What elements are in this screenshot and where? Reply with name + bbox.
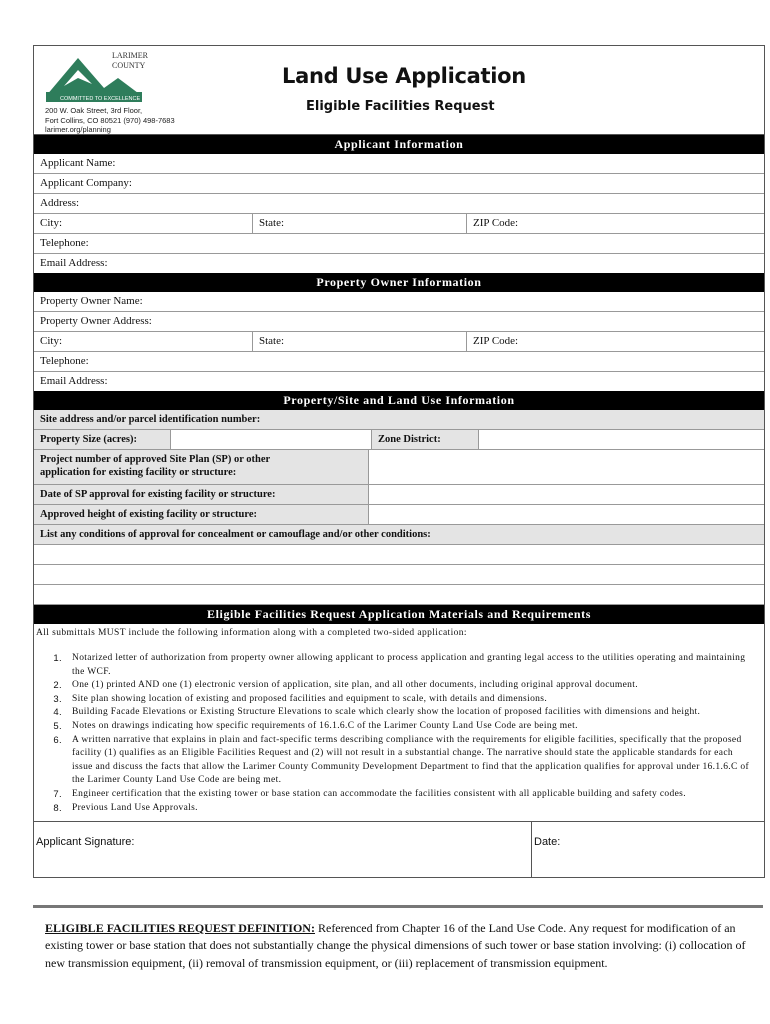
application-form (33, 45, 765, 878)
requirement-number: 5. (53, 720, 62, 732)
sp-number-label-line1: Project number of approved Site Plan (SP) or other (40, 454, 271, 465)
address-line-3: larimer.org/planning (45, 125, 111, 134)
conditions-line-2[interactable] (34, 565, 764, 585)
office-address (45, 106, 175, 135)
applicant-zip-field[interactable]: ZIP Code: (473, 217, 519, 229)
site-section-heading: Property/Site and Land Use Information (34, 391, 764, 410)
sp-number-label-line2: application for existing facility or structure: (40, 467, 237, 478)
logo-org-line2: COUNTY (112, 61, 146, 70)
requirement-text: Site plan showing location of existing and proposed facilities and equipment to scale, with details and dimensions. (72, 693, 548, 704)
requirement-text: Notes on drawings indicating how specific requirements of 16.1.6.C of the Larimer County Land Use Code are being met. (72, 720, 578, 731)
requirement-item (34, 652, 754, 679)
property-size-input[interactable] (171, 430, 372, 449)
logo-tagline: COMMITTED TO EXCELLENCE (60, 96, 141, 102)
requirement-text: Engineer certification that the existing tower or base station can accommodate the facilities consistent with all applicable building and safety codes. (72, 788, 686, 799)
property-size-label: Property Size (acres): (34, 430, 171, 449)
height-label: Approved height of existing facility or structure: (34, 505, 369, 524)
form-title: Land Use Application (282, 64, 526, 88)
conditions-line-1[interactable] (34, 545, 764, 565)
requirement-number: 8. (53, 802, 62, 814)
form-header (34, 46, 764, 135)
conditions-label: List any conditions of approval for concealment or camouflage and/or other conditions: (40, 529, 431, 540)
requirement-item (34, 802, 754, 816)
owner-telephone-field[interactable]: Telephone: (40, 355, 89, 367)
sp-date-input[interactable] (369, 485, 764, 504)
zone-district-input[interactable] (479, 430, 764, 449)
applicant-email-field[interactable]: Email Address: (40, 257, 108, 269)
requirement-number: 4. (53, 707, 62, 719)
requirement-text: Previous Land Use Approvals. (72, 802, 198, 813)
signature-date-field[interactable]: Date: (534, 836, 561, 849)
logo-org-line1: LARIMER (112, 51, 148, 60)
requirement-number: 2. (53, 680, 62, 692)
applicant-address-field[interactable]: Address: (40, 197, 80, 209)
definition-label: ELIGIBLE FACILITIES REQUEST DEFINITION: (45, 921, 315, 935)
requirement-item (34, 693, 754, 707)
requirement-number: 7. (53, 788, 62, 800)
height-input[interactable] (369, 505, 764, 524)
signature-row (34, 821, 764, 877)
owner-city-field[interactable]: City: (34, 332, 253, 351)
sp-date-label: Date of SP approval for existing facility or structure: (34, 485, 369, 504)
parcel-field-label: Site address and/or parcel identification number: (40, 414, 261, 425)
requirement-item (34, 788, 754, 802)
owner-section-heading: Property Owner Information (34, 273, 764, 292)
requirement-item (34, 679, 754, 693)
requirement-number: 1. (53, 653, 62, 664)
requirement-item (34, 706, 754, 720)
address-line-1: 200 W. Oak Street, 3rd Floor, (45, 106, 143, 115)
address-line-2: Fort Collins, CO 80521 (970) 498-7683 (45, 115, 175, 125)
conditions-line-3[interactable] (34, 585, 764, 605)
definition-text: Referenced from Chapter 16 of the Land Use Code. Any request for modification of an existing tower or base station that does not substantially change the physical dimensions of such tower or base station involving: (i) collocation of new transmission equipment, (ii) removal of transmission equipment, or (iii) replacement of transmission equipment. (45, 921, 746, 970)
larimer-county-logo (44, 48, 154, 106)
applicant-state-field[interactable]: State: (253, 214, 467, 233)
owner-email-field[interactable]: Email Address: (40, 375, 108, 387)
requirement-number: 6. (53, 734, 62, 746)
form-subtitle: Eligible Facilities Request (306, 99, 495, 114)
zone-district-label: Zone District: (372, 430, 479, 449)
requirement-item (34, 720, 754, 734)
applicant-city-field[interactable]: City: (34, 214, 253, 233)
owner-zip-field[interactable]: ZIP Code: (473, 335, 519, 347)
requirements-intro: All submittals MUST include the following information along with a completed two-sided application: (36, 628, 467, 638)
sp-number-label (34, 450, 369, 484)
owner-name-field[interactable]: Property Owner Name: (40, 295, 143, 307)
definition-box (33, 905, 763, 991)
owner-state-field[interactable]: State: (253, 332, 467, 351)
requirement-text: A written narrative that explains in plain and fact-specific terms describing compliance with the requirements for eligible facilities, specifically that the proposed facility (1) qualifies as an Eligible Facilities Request and (2) will not result in a substantial change. The narrative should state the applicable standards for each issue and discuss the facts that allow the Larimer County Community Development Department to find that the application qualifies for approval under 16.1.6.C of the Larimer County Land Use Code are being met. (72, 734, 750, 786)
requirement-text: Notarized letter of authorization from property owner allowing applicant to process application and granting legal access to the utilities operating and maintaining the WCF. (72, 653, 746, 677)
sp-number-input[interactable] (369, 450, 764, 484)
requirement-item (34, 734, 754, 788)
requirement-text: One (1) printed AND one (1) electronic version of application, site plan, and all other documents, including original approval document. (72, 680, 638, 691)
applicant-signature-field[interactable]: Applicant Signature: (34, 822, 532, 877)
applicant-name-field[interactable]: Applicant Name: (40, 157, 116, 169)
site-section (34, 410, 764, 605)
requirement-text: Building Facade Elevations or Existing Structure Elevations to scale which clearly show the location of proposed facilities with dimensions and height. (72, 707, 701, 718)
applicant-telephone-field[interactable]: Telephone: (40, 237, 89, 249)
requirements-section-heading: Eligible Facilities Request Application Materials and Requirements (34, 605, 764, 624)
owner-address-field[interactable]: Property Owner Address: (40, 315, 152, 327)
requirement-number: 3. (53, 693, 62, 705)
applicant-company-field[interactable]: Applicant Company: (40, 177, 132, 189)
requirements-list (34, 652, 764, 821)
applicant-section-heading: Applicant Information (34, 135, 764, 154)
